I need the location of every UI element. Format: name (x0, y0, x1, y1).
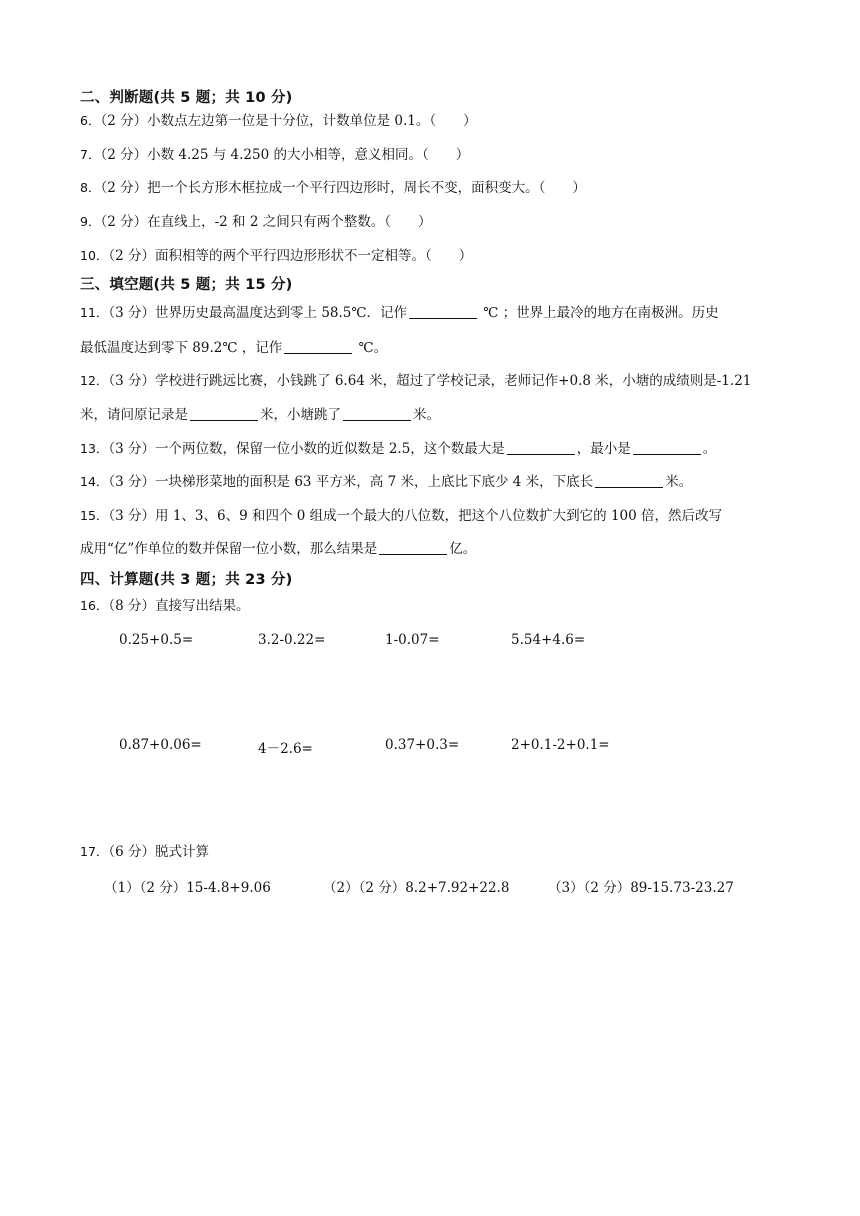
question-6 (80, 111, 477, 131)
question-number: 10． (80, 248, 109, 263)
question-14 (80, 472, 692, 492)
mental-math-item: 0.87+0.06= (119, 737, 202, 753)
question-15-line-2 (80, 539, 476, 559)
answer-blank[interactable] (284, 339, 352, 354)
question-11-line-1 (80, 303, 719, 323)
question-number: 16． (80, 598, 109, 613)
question-text: （2 分）面积相等的两个平行四边形形状不一定相等。（ ） (108, 248, 473, 264)
question-10 (80, 246, 472, 266)
answer-blank[interactable] (190, 406, 258, 421)
mental-math-item: 0.25+0.5= (119, 632, 194, 648)
section-title-fill: 三、填空题(共 5 题；共 15 分) (80, 277, 293, 293)
question-text: 亿。 (449, 541, 477, 557)
mental-math-item: 3.2-0.22= (258, 632, 326, 648)
question-12-line-2 (80, 405, 440, 425)
question-text: ，最小是 (576, 441, 631, 457)
question-number: 6． (80, 113, 101, 128)
question-text: （3 分）世界历史最高温度达到零上 58.5℃．记作 (108, 305, 407, 321)
question-text: （3 分）学校进行跳远比赛，小钱跳了 6.64 米，超过了学校记录，老师记作+0.8 米，小塘的成绩则是-1.21 (108, 373, 752, 389)
question-text: ℃。 (354, 340, 388, 356)
question-8 (80, 178, 586, 198)
mental-math-item: 2+0.1-2+0.1= (511, 737, 610, 753)
answer-blank[interactable] (507, 440, 575, 455)
calc-part-3: （3）（2 分）89-15.73-23.27 (548, 880, 734, 896)
mental-math-item: 1-0.07= (385, 632, 440, 648)
question-number: 13． (80, 441, 109, 456)
question-number: 9． (80, 214, 101, 229)
question-number: 17． (80, 844, 109, 859)
mental-math-item: 5.54+4.6= (511, 632, 586, 648)
question-11-line-2 (80, 338, 387, 358)
question-13 (80, 439, 716, 459)
question-text: ℃ ；世界上最冷的地方在南极洲。历史 (479, 305, 719, 321)
calc-part-1: （1）（2 分）15-4.8+9.06 (104, 880, 271, 896)
question-12-line-1 (80, 371, 751, 391)
answer-blank[interactable] (409, 304, 477, 319)
question-text: （2 分）小数 4.25 与 4.250 的大小相等，意义相同。（ ） (100, 147, 470, 163)
question-number: 12． (80, 373, 109, 388)
question-16 (80, 596, 250, 616)
answer-blank[interactable] (633, 440, 701, 455)
question-text: （8 分）直接写出结果。 (108, 598, 250, 614)
question-text: （2 分）把一个长方形木框拉成一个平行四边形时，周长不变，面积变大。（ ） (100, 180, 586, 196)
question-text: （2 分）在直线上，-2 和 2 之间只有两个整数。（ ） (100, 214, 432, 230)
mental-math-item: 0.37+0.3= (385, 737, 460, 753)
question-number: 14． (80, 474, 109, 489)
answer-blank[interactable] (595, 473, 663, 488)
question-text: （3 分）用 1、3、6、9 和四个 0 组成一个最大的八位数，把这个八位数扩大到它的 100 倍，然后改写 (108, 508, 722, 524)
question-text: 米。 (665, 474, 693, 490)
question-number: 11． (80, 305, 109, 320)
mental-math-item: 4－2.6= (258, 741, 313, 757)
question-9 (80, 212, 431, 232)
question-text: 最低温度达到零下 89.2℃ ，记作 (80, 340, 283, 356)
section-title-calc: 四、计算题(共 3 题；共 23 分) (80, 572, 293, 588)
question-text: 米。 (413, 407, 440, 423)
question-text: 米，小塘跳了 (260, 407, 341, 423)
question-text: （3 分）一个两位数，保留一位小数的近似数是 2.5，这个数最大是 (108, 441, 505, 457)
question-text: 。 (702, 441, 717, 457)
question-17 (80, 842, 209, 862)
question-text: 米，请问原记录是 (80, 407, 188, 423)
answer-blank[interactable] (379, 540, 447, 555)
question-number: 7． (80, 147, 101, 162)
calc-part-2: （2）（2 分）8.2+7.92+22.8 (323, 880, 510, 896)
question-text: （2 分）小数点左边第一位是十分位，计数单位是 0.1。（ ） (100, 113, 477, 129)
answer-blank[interactable] (343, 406, 411, 421)
question-number: 15． (80, 508, 109, 523)
question-15-line-1 (80, 506, 722, 526)
question-text: 成用“亿”作单位的数并保留一位小数，那么结果是 (80, 541, 378, 557)
section-title-judge: 二、判断题(共 5 题；共 10 分) (80, 90, 293, 106)
question-number: 8． (80, 180, 101, 195)
question-7 (80, 145, 469, 165)
question-text: （6 分）脱式计算 (108, 844, 210, 860)
question-text: （3 分）一块梯形菜地的面积是 63 平方米，高 7 米，上底比下底少 4 米，下底长 (108, 474, 594, 490)
